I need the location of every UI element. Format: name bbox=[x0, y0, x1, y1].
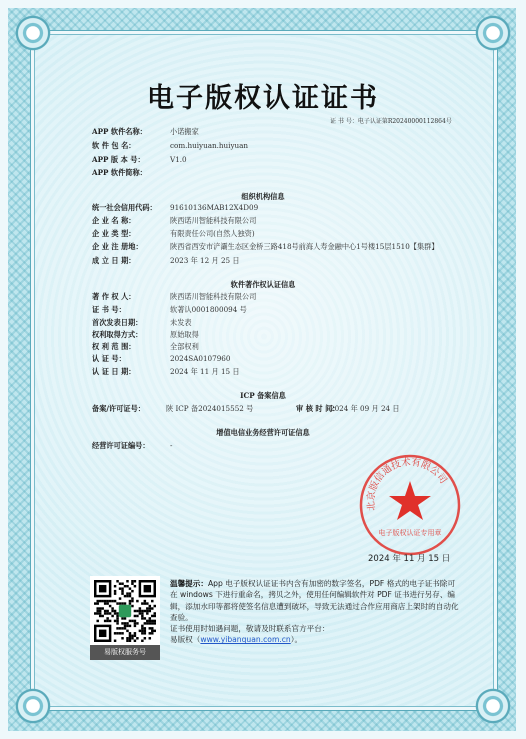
field-label: 认 证 日 期： bbox=[92, 367, 136, 376]
corner-ornament-icon bbox=[470, 683, 516, 729]
field-label: 统一社会信用代码： bbox=[92, 203, 157, 212]
auth-date-value: 2024 年 11 月 15 日 bbox=[170, 367, 240, 376]
corner-ornament-icon bbox=[10, 10, 56, 56]
qr-code-icon bbox=[94, 580, 156, 642]
qr-code-card[interactable] bbox=[90, 576, 160, 660]
auth-number-value: 2024SA0107960 bbox=[170, 354, 231, 363]
acquire-method-value: 原始取得 bbox=[170, 330, 199, 339]
certificate-title: 电子版权认证证书 bbox=[147, 83, 379, 114]
field-label: 权 利 范 围： bbox=[92, 342, 136, 351]
company-type-value: 有限责任公司(自然人独资) bbox=[170, 229, 255, 238]
field-label: 审 核 时 间： bbox=[296, 404, 340, 413]
company-address-value: 陕西省西安市浐灞生态区金桥三路418号前海人寿金融中心1号楼15层1510【集群】 bbox=[170, 242, 439, 251]
field-label: 证 书 号： bbox=[92, 305, 126, 314]
section-heading-telecom: 增值电信业务经营许可证信息 bbox=[216, 428, 310, 437]
app-version-value: V1.0 bbox=[170, 155, 187, 164]
section-heading-icp: ICP 备案信息 bbox=[240, 391, 286, 400]
field-label: 备案/许可证号： bbox=[92, 404, 145, 413]
section-heading-copyright: 软件著作权认证信息 bbox=[230, 280, 296, 289]
svg-text:北京版信通技术有限公司: 北京版信通技术有限公司 bbox=[365, 456, 449, 512]
app-package-value: com.huiyuan.huiyuan bbox=[170, 141, 249, 150]
field-label: 成 立 日 期： bbox=[92, 256, 136, 265]
field-label: 软 件 包 名： bbox=[92, 141, 136, 150]
notice-text: App 电子版权认证证书内含有加密的数字签名，PDF 格式的电子证书除可在 windows 下进行重命名，拷贝之外，使用任何编辑软件对 PDF 证书进行另存、编辑，添加水印等都将使签名信息遭到破坏，导致无法通过合作应用商店上架时的自动化查验。 bbox=[170, 579, 459, 622]
issue-date: 2024 年 11 月 15 日 bbox=[368, 554, 451, 564]
qr-caption: 易版权服务号 bbox=[90, 645, 160, 660]
field-label: 著 作 权 人： bbox=[92, 292, 136, 301]
notice-block bbox=[170, 578, 460, 646]
corner-ornament-icon bbox=[470, 10, 516, 56]
field-label: APP 软件名称： bbox=[92, 127, 147, 136]
copyright-certno-value: 软著认0001800094 号 bbox=[170, 305, 247, 314]
rights-scope-value: 全部权利 bbox=[170, 342, 199, 351]
field-label: 企 业 名 称： bbox=[92, 216, 136, 225]
company-name-value: 陕西诺川智能科技有限公司 bbox=[170, 216, 257, 225]
notice-heading: 温馨提示： bbox=[170, 579, 208, 588]
svg-text:电子版权认证专用章: 电子版权认证专用章 bbox=[378, 529, 442, 537]
field-label: 企 业 类 型： bbox=[92, 229, 136, 238]
section-heading-org: 组织机构信息 bbox=[241, 192, 285, 201]
field-label: 经营许可证编号： bbox=[92, 441, 150, 450]
icp-date-value: 2024 年 09 月 24 日 bbox=[330, 404, 400, 413]
notice-site-prefix: 易版权（ bbox=[170, 635, 201, 645]
corner-ornament-icon bbox=[10, 683, 56, 729]
field-label: APP 版 本 号： bbox=[92, 155, 145, 164]
founded-date-value: 2023 年 12 月 25 日 bbox=[170, 256, 240, 265]
field-label: 认 证 号： bbox=[92, 354, 126, 363]
telecom-license-value: - bbox=[170, 441, 173, 450]
field-label: 权利取得方式： bbox=[92, 330, 143, 339]
publish-date-value: 未发表 bbox=[170, 318, 192, 327]
official-seal-icon bbox=[358, 453, 462, 557]
website-link[interactable]: www.yibanquan.com.cn bbox=[200, 635, 291, 645]
credit-code-value: 91610136MAB12X4D09 bbox=[170, 203, 259, 212]
field-label: 企 业 注 册地： bbox=[92, 242, 143, 251]
notice-site-suffix: ）。 bbox=[290, 635, 303, 645]
certificate-number: 证 书 号：电子认证第R20240000112864号 bbox=[330, 118, 452, 125]
icp-number-value: 陕 ICP 备2024015552 号 bbox=[166, 404, 254, 413]
owner-value: 陕西诺川智能科技有限公司 bbox=[170, 292, 257, 301]
field-label: 首次发表日期： bbox=[92, 318, 143, 327]
field-label: APP 软件简称： bbox=[92, 168, 147, 177]
app-name-value: 小诺搬家 bbox=[170, 127, 199, 136]
notice-contact: 证书使用时如遇问题，敬请及时联系官方平台： bbox=[170, 624, 330, 634]
